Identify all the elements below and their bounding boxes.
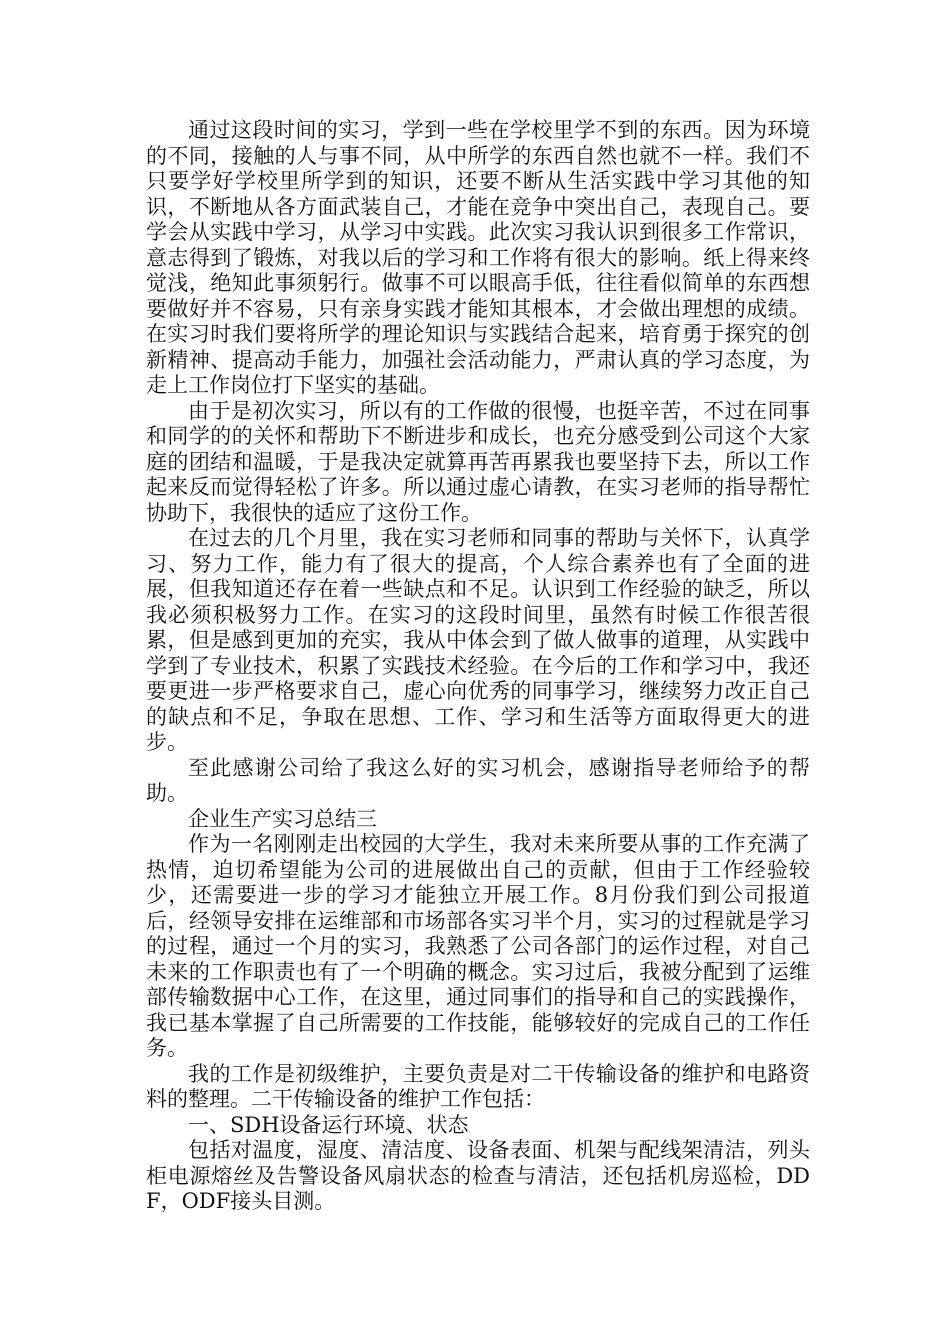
paragraph-first-internship: 由于是初次实习，所以有的工作做的很慢，也挺辛苦，不过在同事和同学的的关怀和帮助下不断进步和成长，也充分感受到公司这个大家庭的团结和温暖，于是我决定就算再苦再累我也要坚持下去，所以工作起来反而觉得轻松了许多。所以通过虚心请教，在实习老师的指导帮忙协助下，我很快的适应了这份工作。: [146, 398, 810, 525]
paragraph-past-months: 在过去的几个月里，我在实习老师和同事的帮助与关怀下，认真学习、努力工作，能力有了很大的提高，个人综合素养也有了全面的进展，但我知道还存在着一些缺点和不足。认识到工作经验的缺乏，所以我必须积极努力工作。在实习的这段时间里，虽然有时候工作很苦很累，但是感到更加的充实，我从中体会到了做人做事的道理，从实践中学到了专业技术，积累了实践技术经验。在今后的工作和学习中，我还要更进一步严格要求自己，虚心向优秀的同事学习，继续努力改正自己的缺点和不足，争取在思想、工作、学习和生活等方面取得更大的进步。: [146, 526, 810, 754]
paragraph-sdh-maintenance: 包括对温度，湿度、清洁度、设备表面、机架与配线架清洁，列头柜电源熔丝及告警设备风扇状态的检查与清洁，还包括机房巡检，DDF，ODF接头目测。: [146, 1138, 810, 1213]
paragraph-internship-learning: 通过这段时间的实习，学到一些在学校里学不到的东西。因为环境的不同，接触的人与事不同，从中所学的东西自然也就不一样。我们不只要学好学校里所学到的知识，还要不断从生活实践中学习其他的知识，不断地从各方面武装自己，才能在竞争中突出自己，表现自己。要学会从实践中学习，从学习中实践。此次实习我认识到很多工作常识，意志得到了锻炼，对我以后的学习和工作将有很大的影响。纸上得来终觉浅，绝知此事须躬行。做事不可以眼高手低，往往看似简单的东西想要做好并不容易，只有亲身实践才能知其根本，才会做出理想的成绩。在实习时我们要将所学的理论知识与实践结合起来，培育勇于探究的创新精神、提高动手能力，加强社会活动能力，严肃认真的学习态度，为走上工作岗位打下坚实的基础。: [146, 118, 810, 397]
document-body: [146, 118, 810, 1215]
paragraph-thanks: 至此感谢公司给了我这么好的实习机会，感谢指导老师给予的帮助。: [146, 755, 810, 805]
paragraph-job-description: 我的工作是初级维护，主要负责是对二干传输设备的维护和电路资料的整理。二干传输设备的维护工作包括：: [146, 1061, 810, 1111]
subheading-sdh-environment: 一、SDH设备运行环境、状态: [188, 1112, 469, 1137]
section-heading-summary-three: 企业生产实习总结三: [188, 806, 377, 831]
paragraph-new-graduate: 作为一名刚刚走出校园的大学生，我对未来所要从事的工作充满了热情，迫切希望能为公司的进展做出自己的贡献，但由于工作经验较少，还需要进一步的学习才能独立开展工作。8月份我们到公司报道后，经领导安排在运维部和市场部各实习半个月，实习的过程就是学习的过程，通过一个月的实习，我熟悉了公司各部门的运作过程，对自己未来的工作职责也有了一个明确的概念。实习过后，我被分配到了运维部传输数据中心工作，在这里，通过同事们的指导和自己的实践操作，我已基本掌握了自己所需要的工作技能，能够较好的完成自己的工作任务。: [146, 832, 810, 1060]
